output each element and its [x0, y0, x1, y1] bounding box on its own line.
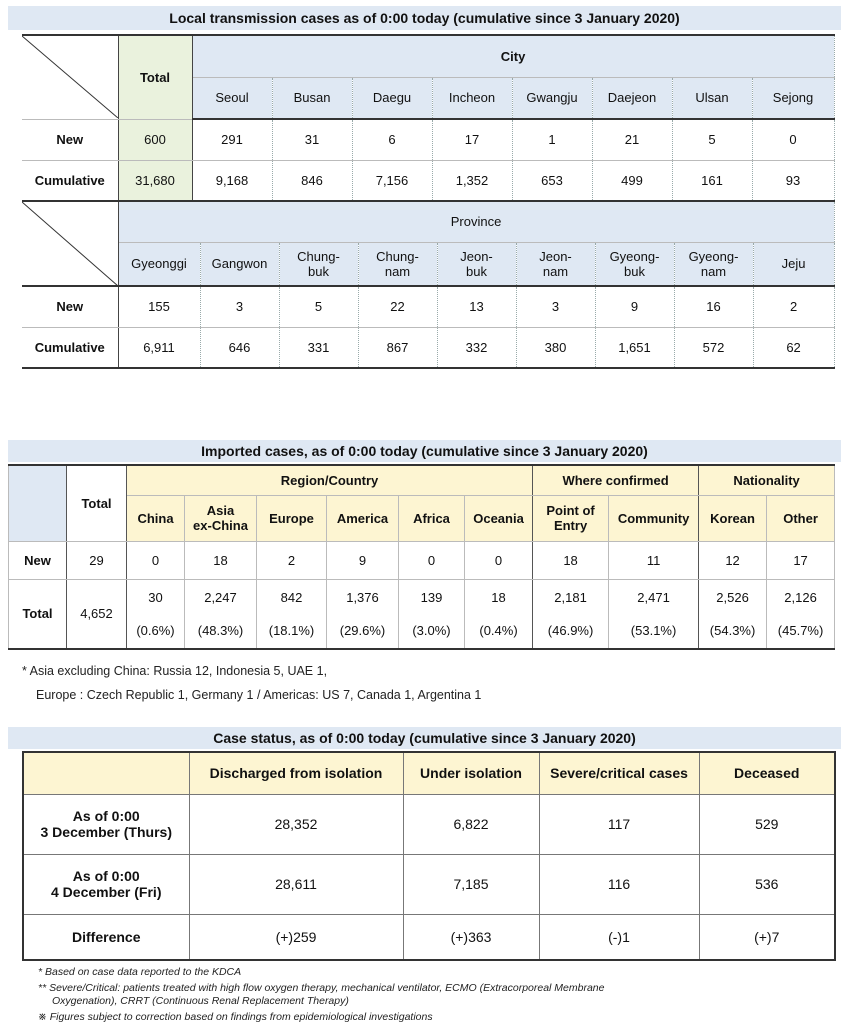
cell: (+)363 [403, 914, 539, 960]
status-caption: Case status, as of 0:00 today (cumulative since 3 January 2020) [8, 727, 841, 749]
cell-pair [327, 579, 399, 649]
imported-total-row [9, 579, 835, 649]
footnote-4: ※ Figures subject to correction based on findings from epidemiological investigations [38, 1011, 433, 1023]
imported-subheader-row [9, 495, 835, 541]
province-corner-diagonal [22, 202, 118, 286]
cell: 0 [465, 541, 533, 579]
city-cumulative-row [22, 160, 834, 201]
status-difference-row [23, 914, 835, 960]
province-name: Jeon- nam [516, 242, 595, 286]
col-header: Other [767, 495, 835, 541]
value: 30 [148, 589, 163, 605]
city-name: Gwangju [512, 77, 592, 119]
row-label [23, 854, 189, 914]
cell: 1,352 [432, 160, 512, 201]
value: 2,181 [554, 589, 587, 605]
city-name: Incheon [432, 77, 512, 119]
cell: 18 [185, 541, 257, 579]
value: 2,471 [637, 589, 670, 605]
cell: 653 [512, 160, 592, 201]
cell: 1,651 [595, 327, 674, 368]
province-name: Chung- buk [279, 242, 358, 286]
cell: 0 [752, 119, 834, 160]
row-label-line2: 4 December (Fri) [51, 884, 162, 900]
col-header: Discharged from isolation [189, 752, 403, 794]
cell: 18 [533, 541, 609, 579]
cell: 9,168 [192, 160, 272, 201]
imported-corner [9, 465, 67, 541]
col-header: Oceania [465, 495, 533, 541]
cell: 331 [279, 327, 358, 368]
value: 2,247 [204, 589, 237, 605]
row-label-line2: 3 December (Thurs) [40, 824, 172, 840]
cell-pair [699, 579, 767, 649]
percent: (29.6%) [339, 622, 386, 638]
cell: 529 [699, 794, 835, 854]
percent: (0.4%) [479, 622, 518, 638]
footnote-2: ** Severe/Critical: patients treated with high flow oxygen therapy, mechanical ventilator, ECMO (Extracorporeal Membrane [38, 982, 605, 994]
city-name: Busan [272, 77, 352, 119]
row-label [23, 794, 189, 854]
cell: 28,352 [189, 794, 403, 854]
cell-pair [609, 579, 699, 649]
value: 2,526 [716, 589, 749, 605]
cell: 29 [67, 541, 127, 579]
imported-total-header: Total [67, 465, 127, 541]
cell: 31 [272, 119, 352, 160]
province-name: Gangwon [200, 242, 279, 286]
cell: 6,911 [118, 327, 200, 368]
value: 842 [280, 589, 303, 605]
cell: 5 [672, 119, 752, 160]
col-header: Africa [399, 495, 465, 541]
value: 139 [420, 589, 443, 605]
cell: 646 [200, 327, 279, 368]
cell: (+)259 [189, 914, 403, 960]
row-label-cumulative: Cumulative [22, 160, 118, 201]
cell: 7,185 [403, 854, 539, 914]
cell: 499 [592, 160, 672, 201]
imported-note-1: * Asia excluding China: Russia 12, Indonesia 5, UAE 1, [22, 664, 328, 678]
cell: 16 [674, 286, 753, 327]
cell: 6,822 [403, 794, 539, 854]
province-table-body [22, 202, 835, 369]
percent: (0.6%) [136, 622, 175, 638]
region-country-header: Region/Country [127, 465, 533, 495]
city-new-row [22, 119, 834, 160]
row-label-line1: As of 0:00 [72, 868, 140, 884]
row-label-line1: As of 0:00 [72, 808, 140, 824]
row-label-new: New [22, 119, 118, 160]
value: 18 [491, 589, 506, 605]
province-cumulative-row [22, 327, 834, 368]
city-name: Sejong [752, 77, 834, 119]
cell: 600 [118, 119, 192, 160]
cell: 867 [358, 327, 437, 368]
where-confirmed-header: Where confirmed [533, 465, 699, 495]
province-name: Gyeong- buk [595, 242, 674, 286]
cell: 3 [200, 286, 279, 327]
percent: (53.1%) [630, 622, 677, 638]
local-total-header: Total [118, 35, 192, 119]
row-label-cumulative: Cumulative [22, 327, 118, 368]
local-caption: Local transmission cases as of 0:00 today (cumulative since 3 January 2020) [8, 6, 841, 30]
percent: (54.3%) [709, 622, 756, 638]
province-name: Chung- nam [358, 242, 437, 286]
cell: 9 [595, 286, 674, 327]
cell-pair [127, 579, 185, 649]
cell: 17 [432, 119, 512, 160]
cell: 62 [753, 327, 834, 368]
cell: 161 [672, 160, 752, 201]
cell-pair [257, 579, 327, 649]
percent: (48.3%) [197, 622, 244, 638]
cell-pair [465, 579, 533, 649]
col-header: Europe [257, 495, 327, 541]
imported-caption: Imported cases, as of 0:00 today (cumulative since 3 January 2020) [8, 440, 841, 462]
cell: 22 [358, 286, 437, 327]
cell: 0 [127, 541, 185, 579]
row-label-new: New [9, 541, 67, 579]
status-row [23, 794, 835, 854]
cell: 332 [437, 327, 516, 368]
col-header: China [127, 495, 185, 541]
cell: (-)1 [539, 914, 699, 960]
cell: 291 [192, 119, 272, 160]
city-name: Daegu [352, 77, 432, 119]
cell: 380 [516, 327, 595, 368]
cell: 155 [118, 286, 200, 327]
percent: (18.1%) [268, 622, 315, 638]
diagonal-line [22, 36, 118, 118]
cell: 12 [699, 541, 767, 579]
imported-note-2: Europe : Czech Republic 1, Germany 1 / Americas: US 7, Canada 1, Argentina 1 [36, 688, 482, 702]
local-table [22, 34, 835, 202]
status-row [23, 854, 835, 914]
status-corner [23, 752, 189, 794]
province-name: Jeju [753, 242, 834, 286]
status-header-row [23, 752, 835, 794]
col-header: Community [609, 495, 699, 541]
percent: (45.7%) [777, 622, 824, 638]
imported-table [8, 464, 835, 650]
city-name: Seoul [192, 77, 272, 119]
cell: 31,680 [118, 160, 192, 201]
cell: 0 [399, 541, 465, 579]
province-new-row [22, 286, 834, 327]
province-name: Jeon- buk [437, 242, 516, 286]
col-header: Severe/critical cases [539, 752, 699, 794]
status-table [22, 751, 836, 961]
local-corner-diagonal [22, 35, 118, 119]
percent: (3.0%) [412, 622, 451, 638]
province-name: Gyeonggi [118, 242, 200, 286]
cell: 13 [437, 286, 516, 327]
cell-pair [767, 579, 835, 649]
cell: 2 [753, 286, 834, 327]
footnote-3: Oxygenation), CRRT (Continuous Renal Replacement Therapy) [52, 995, 349, 1007]
cell: (+)7 [699, 914, 835, 960]
city-header: City [192, 35, 834, 77]
cell: 846 [272, 160, 352, 201]
diagonal-line [22, 202, 118, 286]
cell: 7,156 [352, 160, 432, 201]
cell: 6 [352, 119, 432, 160]
cell: 9 [327, 541, 399, 579]
cell: 21 [592, 119, 672, 160]
cell: 116 [539, 854, 699, 914]
cell: 17 [767, 541, 835, 579]
nationality-header: Nationality [699, 465, 835, 495]
cell: 4,652 [67, 579, 127, 649]
province-header: Province [118, 202, 834, 242]
cell: 536 [699, 854, 835, 914]
cell-pair [399, 579, 465, 649]
col-header: Point of Entry [533, 495, 609, 541]
cell-pair [533, 579, 609, 649]
cell: 11 [609, 541, 699, 579]
cell-pair [185, 579, 257, 649]
footnote-1: * Based on case data reported to the KDCA [38, 966, 242, 978]
row-label-new: New [22, 286, 118, 327]
value: 2,126 [784, 589, 817, 605]
col-header: Deceased [699, 752, 835, 794]
province-names-row [22, 242, 834, 286]
cell: 572 [674, 327, 753, 368]
value: 1,376 [346, 589, 379, 605]
row-label-total: Total [9, 579, 67, 649]
row-label-difference: Difference [23, 914, 189, 960]
imported-new-row [9, 541, 835, 579]
cell: 28,611 [189, 854, 403, 914]
percent: (46.9%) [547, 622, 594, 638]
city-name: Daejeon [592, 77, 672, 119]
col-header: Under isolation [403, 752, 539, 794]
cell: 1 [512, 119, 592, 160]
city-name: Ulsan [672, 77, 752, 119]
cell: 117 [539, 794, 699, 854]
cell: 5 [279, 286, 358, 327]
col-header: Asia ex-China [185, 495, 257, 541]
cell: 3 [516, 286, 595, 327]
col-header: America [327, 495, 399, 541]
province-name: Gyeong- nam [674, 242, 753, 286]
cell: 93 [752, 160, 834, 201]
col-header: Korean [699, 495, 767, 541]
cell: 2 [257, 541, 327, 579]
